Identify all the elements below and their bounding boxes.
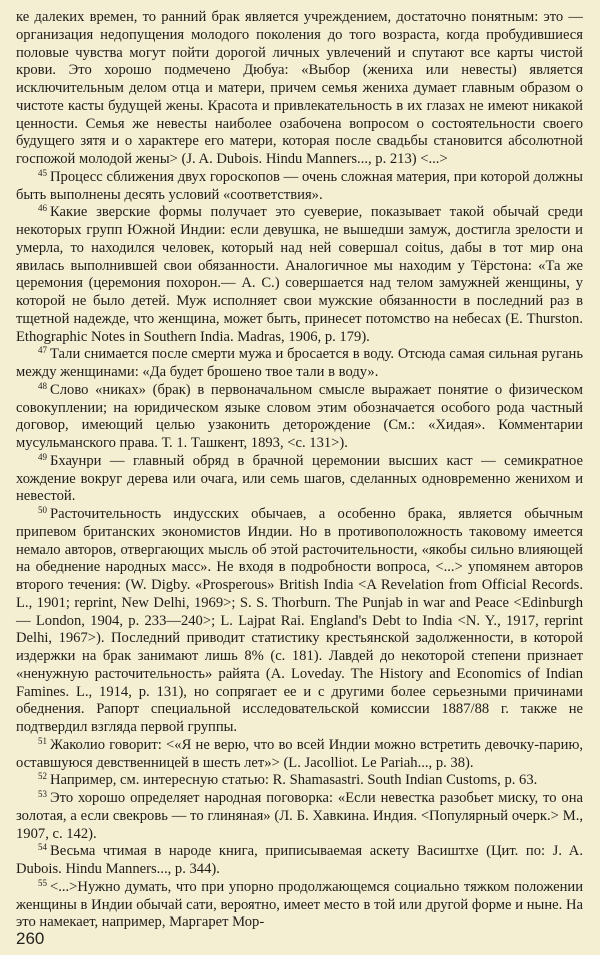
footnote-text: Расточительность индусских обычаев, а особенно брака, является обычным припевом британских экономистов Индии. Но в противоположность таковому имеется немало авторов, отвергающих мысль об этой расточительности, «якобы сильно влияющей на обеднение народных масс». Не входя в подробности вопроса, <...> упомянем авторов второго течения: (W. Digby. «Prosperous» British India <A Revelation from Official Records. L., 1901; reprint, New Delhi, 1969>; S. S. Thorburn. The Punjab in war and Peace <Edinburgh — London, 1904, p. 233—240>; L. Lajpat Rai. England's Debt to India <N. Y., 1917, reprint Delhi, 1967>). Последний приводит статистику крестьянской задолженности, в которой издержки на брак занимают лишь 8% (с. 181). Лавдей до некоторой степени признает «ненужную расточительность» райята (A. Loveday. The History and Economics of Indian Famines. L., 1914, p. 131), но сопрягает ее и с другими более серьезными причинами обеднения. Рапорт специальной исследовательской комиссии 1887/88 г. также не подтвердил взгляда первой группы. <box>16 506 583 735</box>
footnote-text: Какие зверские формы получает это суеверие, показывает такой обычай среди некоторых групп Южной Индии: если девушка, не вышедши замуж, достигла зрелости и умерла, то находился человек, который над ней совершал coitus, дабы в тот мир она явилась выполнившей свои обязанности. Аналогичное мы находим у Тёрстона: «Та же церемония (церемония похорон.— А. С.) совершается над телом замужней женщины, у которой не было детей. Муж исполняет свои мужские обязанности в последний раз в тщетной надежде, что женщина, может быть, принесет потомство на небесах (E. Thurston. Ethographic Notes in Southern India. Madras, 1906, p. 179). <box>16 204 583 345</box>
footnotes-section <box>16 9 583 932</box>
footnote-47 <box>16 346 583 382</box>
footnote-53 <box>16 790 583 843</box>
footnote-text: Процесс сближения двух гороскопов — очень сложная материя, при которой должны быть выполнены десять условий «соответствия». <box>16 168 583 203</box>
footnote-52 <box>16 772 583 790</box>
footnote-51 <box>16 737 583 773</box>
footnote-54 <box>16 843 583 879</box>
footnote-text: Тали снимается после смерти мужа и бросается в воду. Отсюда самая сильная ругань между женщинами: «Да будет брошено твое тали в воду». <box>16 346 583 380</box>
footnote-50 <box>16 506 583 737</box>
footnote-49 <box>16 453 583 506</box>
footnote-number: 52 <box>38 771 47 782</box>
footnote-text: Весьма чтимая в народе книга, приписываемая аскету Васиштхе (Цит. по: J. A. Dubois. Hindu Manners..., p. 344). <box>16 843 583 877</box>
footnote-number: 50 <box>38 505 47 515</box>
continued-footnote-text: ке далеких времен, то ранний брак является учреждением, достаточно понятным: это — организация недопущения молодого поколения до того возраста, когда пробудившиеся половые чувства могут пойти дорогой личных увлечений и спутают все карты чистой крови. Это хорошо подмечено Дюбуа: «Выбор (жениха или невесты) является исключительным делом отца и матери, причем семья жениха думает главным образом о чистоте касты будущей жены. Красота и привлекательность в их глазах не имеют никакой ценности. Семья же невесты наиболее озабочена вопросом о состоятельности своего будущего зятя и о характере его матери, которая после свадьбы становится абсолютной госпожой молодой жены> (J. A. Dubois. Hindu Manners..., p. 213) <...> <box>16 9 583 167</box>
page-number: 260 <box>16 929 45 948</box>
footnote-text: Жаколио говорит: <«Я не верю, что во всей Индии можно встретить девочку-парию, оставшуюся девственницей в шесть лет»> (L. Jacolliot. Le Pariah..., p. 38). <box>16 736 583 771</box>
footnote-number: 51 <box>38 735 47 746</box>
footnote-number: 49 <box>38 451 47 462</box>
footnote-number: 46 <box>38 203 47 214</box>
footnote-number: 55 <box>38 877 47 888</box>
footnote-55 <box>16 879 583 932</box>
footnote-text: Например, см. интересную статью: R. Shamasastri. South Indian Customs, p. 63. <box>50 772 538 789</box>
footnote-text: <...>Нужно думать, что при упорно продолжающемся социально тяжком положении женщины в Индии обычай сати, вероятно, имеет место в той или другой форме и ныне. На это намекает, например, Маргарет Мор- <box>16 878 583 931</box>
footnote-number: 54 <box>38 842 47 853</box>
footnote-number: 53 <box>38 789 47 799</box>
footnote-text: Слово «никах» (брак) в первоначальном смысле выражает понятие о физическом совокуплении; на юридическом языке словом этим обозначается особого рода частный договор, имеющий целью узаконить деторождение (См.: «Хидая». Комментарии мусульманского права. Т. 1. Ташкент, 1893, <с. 131>). <box>16 381 583 451</box>
footnote-48 <box>16 382 583 453</box>
footnote-45 <box>16 169 583 205</box>
footnote-text: Бхаунри — главный обряд в брачной церемонии высших каст — семикратное хождение вокруг дерева или очага, или семь шагов, сделанных одновременно женихом и невестой. <box>16 452 583 505</box>
footnote-number: 45 <box>38 167 47 178</box>
footnote-number: 47 <box>38 345 47 356</box>
footnote-text: Это хорошо определяет народная поговорка: «Если невестка разобьет миску, то она золотая, а если свекровь — то глиняная» (Л. Б. Хавкина. Индия. <Популярный очерк.> М., 1907, с. 142). <box>16 790 583 842</box>
footnote-46 <box>16 204 583 346</box>
footnote-number: 48 <box>38 380 47 391</box>
